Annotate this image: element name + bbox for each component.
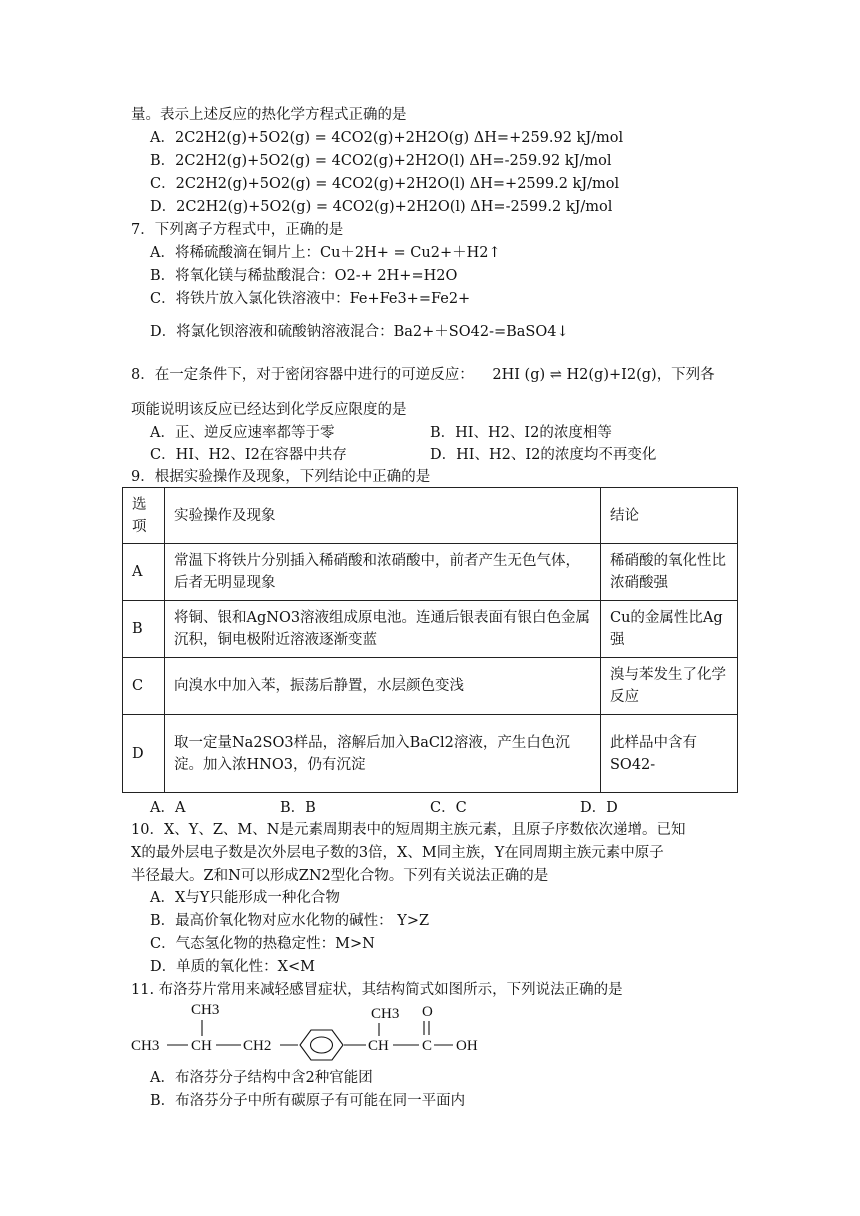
row-b-option: B [123, 601, 165, 658]
q7-option-c: C．将铁片放入氯化铁溶液中：Fe+Fe3+=Fe2+ [150, 291, 471, 307]
q11-stem: 11. 布洛芬片常用来减轻感冒症状，其结构简式如图所示，下列说法正确的是 [131, 982, 623, 998]
q6-option-b: B．2C2H2(g)+5O2(g) = 4CO2(g)+2H2O(l) ΔH=-259.92 kJ/mol [150, 153, 612, 169]
struct-ch3-top-right: CH3 [371, 1006, 400, 1022]
row-c-option: C [123, 658, 165, 715]
row-d-conclusion: 此样品中含有SO42- [601, 715, 738, 793]
struct-ch: CH [191, 1038, 212, 1054]
table-header-option: 选项 [123, 488, 165, 544]
q9-answer-c: C．C [430, 800, 467, 816]
q10-line1: 10．X、Y、Z、M、N是元素周期表中的短周期主族元素，且原子序数依次递增。已知 [131, 822, 686, 838]
row-c-conclusion: 溴与苯发生了化学反应 [601, 658, 738, 715]
q7-option-a: A．将稀硫酸滴在铜片上：Cu＋2H+ = Cu2+＋H2↑ [150, 245, 501, 261]
struct-ch-right: CH [368, 1038, 389, 1054]
row-c-operation: 向溴水中加入苯，振荡后静置，水层颜色变浅 [165, 658, 601, 715]
q10-line2: X的最外层电子数是次外层电子数的3倍，X、M同主族，Y在同周期主族元素中原子 [131, 845, 664, 861]
q9-answer-d: D．D [580, 800, 618, 816]
q11-option-a: A．布洛芬分子结构中含2种官能团 [150, 1070, 373, 1086]
q8-option-a: A．正、逆反应速率都等于零 [150, 425, 335, 441]
benzene-ring [300, 1030, 343, 1060]
row-d-option: D [123, 715, 165, 793]
table-header-operation: 实验操作及现象 [165, 488, 601, 544]
q10-option-b: B．最高价氧化物对应水化物的碱性： Y>Z [150, 913, 430, 929]
q10-option-d: D．单质的氧化性：X<M [150, 959, 315, 975]
q10-option-c: C．气态氢化物的热稳定性：M>N [150, 936, 375, 952]
q10-option-a: A．X与Y只能形成一种化合物 [150, 890, 340, 906]
q8-option-d: D．HI、H2、I2的浓度均不再变化 [430, 447, 657, 463]
struct-ch3-top-left: CH3 [191, 1002, 220, 1018]
q7-option-d: D．将氯化钡溶液和硫酸钠溶液混合：Ba2+＋SO42-=BaSO4↓ [150, 324, 569, 340]
q9-answer-b: B．B [280, 800, 316, 816]
struct-ch2: CH2 [243, 1038, 272, 1054]
struct-o-top: O [422, 1004, 433, 1020]
q8-option-c: C．HI、H2、I2在容器中共存 [150, 447, 347, 463]
row-b-operation: 将铜、银和AgNO3溶液组成原电池。连通后银表面有银白色金属沉积，铜电极附近溶液逐渐变蓝 [165, 601, 601, 658]
q8-stem-b: ，下列各 [656, 367, 715, 383]
q8-stem-a: 8．在一定条件下，对于密闭容器中进行的可逆反应： [131, 367, 474, 383]
q6-option-a: A．2C2H2(g)+5O2(g) = 4CO2(g)+2H2O(g) ΔH=+259.92 kJ/mol [150, 130, 624, 146]
q9-stem: 9．根据实验操作及现象，下列结论中正确的是 [131, 469, 431, 485]
row-a-option: A [123, 544, 165, 601]
benzene-inner-ring [311, 1037, 333, 1053]
table-header-row [123, 488, 738, 544]
q7-option-b: B．将氧化镁与稀盐酸混合：O2-+ 2H+=H2O [150, 268, 458, 284]
q11-option-b: B．布洛芬分子中所有碳原子有可能在同一平面内 [150, 1093, 466, 1109]
q7-stem: 7．下列离子方程式中，正确的是 [131, 222, 344, 238]
table-row [123, 601, 738, 658]
row-d-operation: 取一定量Na2SO3样品，溶解后加入BaCl2溶液，产生白色沉淀。加入浓HNO3，仍有沉淀 [165, 715, 601, 793]
q6-option-d: D．2C2H2(g)+5O2(g) = 4CO2(g)+2H2O(l) ΔH=-2599.2 kJ/mol [150, 199, 613, 215]
table-row [123, 715, 738, 793]
struct-oh: OH [456, 1038, 478, 1054]
q10-line3: 半径最大。Z和N可以形成ZN2型化合物。下列有关说法正确的是 [131, 868, 549, 884]
struct-ch3: CH3 [131, 1038, 160, 1054]
struct-c: C [422, 1038, 433, 1054]
table-row [123, 658, 738, 715]
table-header-conclusion: 结论 [601, 488, 738, 544]
q9-table [122, 487, 738, 793]
q9-answer-a: A．A [150, 800, 186, 816]
q8-stem-line2: 项能说明该反应已经达到化学反应限度的是 [131, 402, 407, 418]
q8-option-b: B．HI、H2、I2的浓度相等 [430, 425, 612, 441]
ibuprofen-structure [131, 1000, 491, 1064]
table-row [123, 544, 738, 601]
row-a-operation: 常温下将铁片分别插入稀硝酸和浓硝酸中，前者产生无色气体，后者无明显现象 [165, 544, 601, 601]
q6-intro: 量。表示上述反应的热化学方程式正确的是 [131, 107, 407, 123]
q8-stem-line1 [131, 365, 715, 385]
row-a-conclusion: 稀硝酸的氧化性比浓硝酸强 [601, 544, 738, 601]
q6-option-c: C．2C2H2(g)+5O2(g) = 4CO2(g)+2H2O(l) ΔH=+2599.2 kJ/mol [150, 176, 620, 192]
q8-reaction: 2HI (g) ⇌ H2(g)+I2(g) [492, 367, 657, 383]
row-b-conclusion: Cu的金属性比Ag强 [601, 601, 738, 658]
